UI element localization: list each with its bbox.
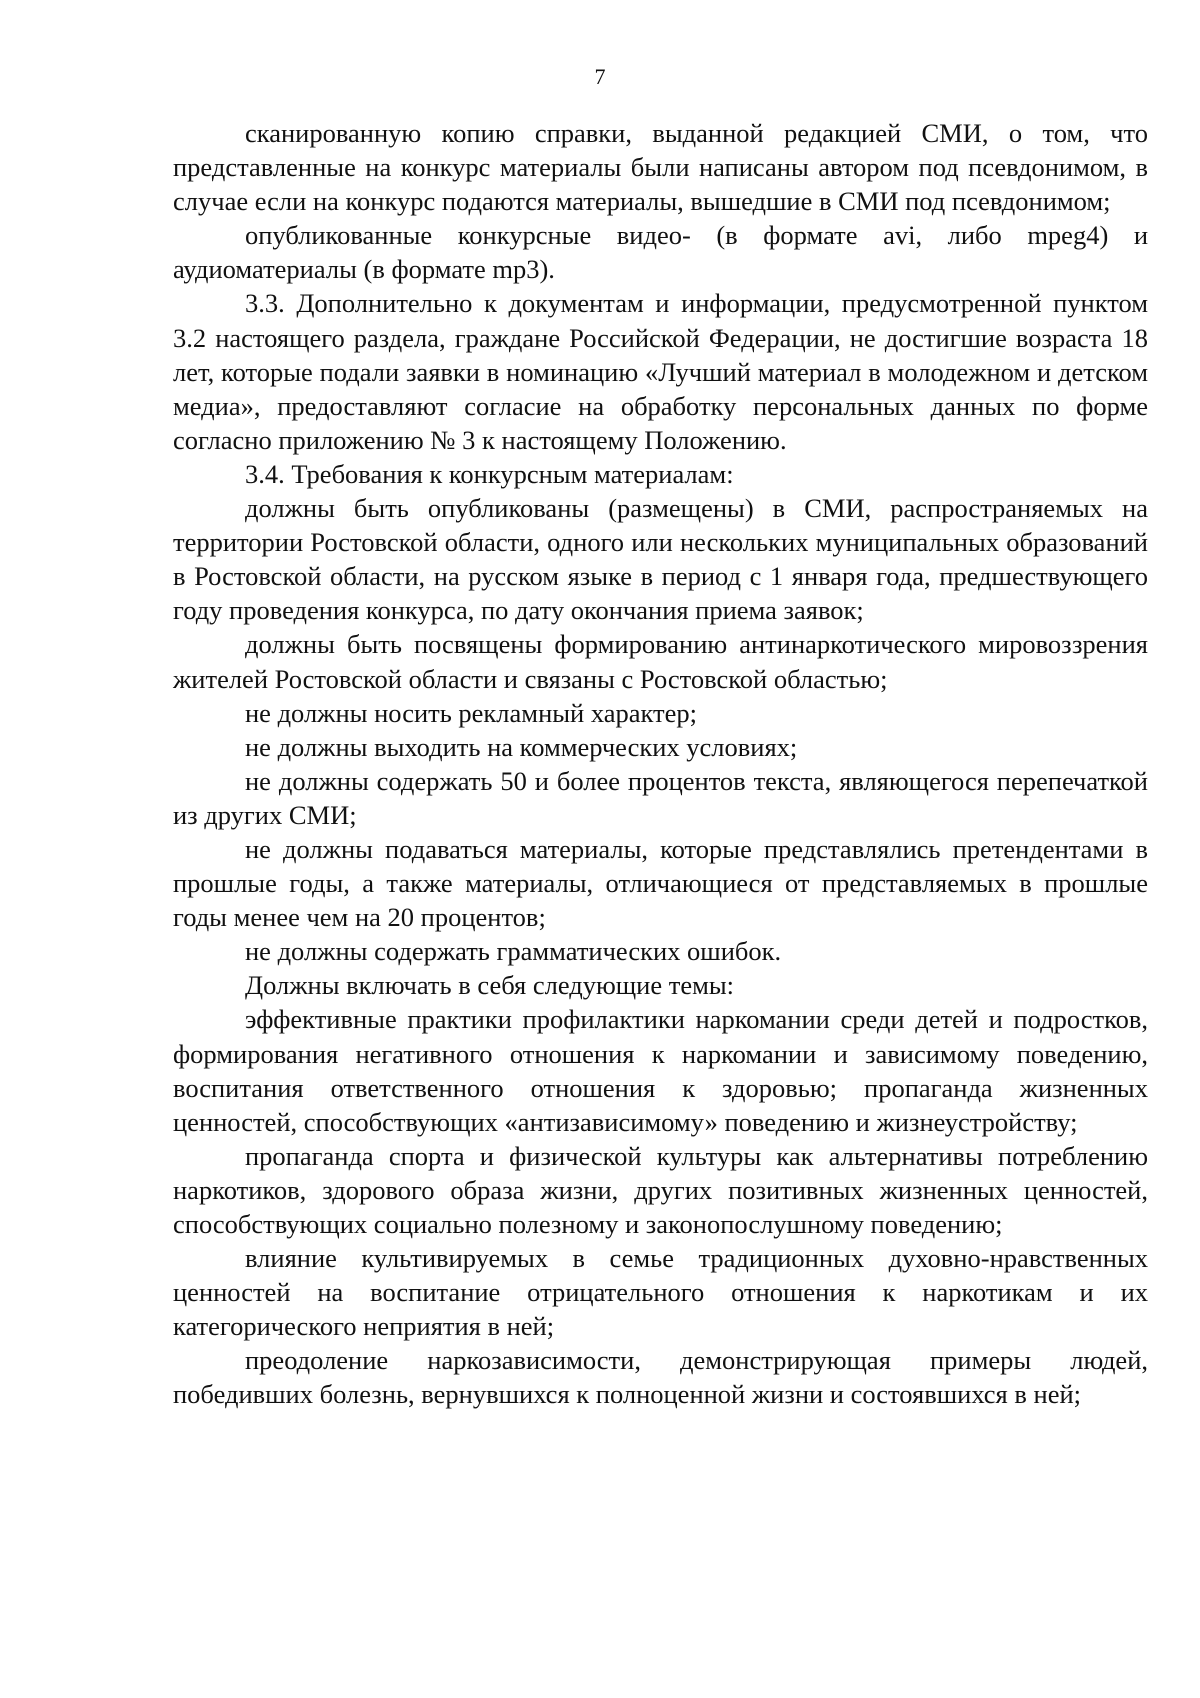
paragraph-no-commercial: не должны выходить на коммерческих условиях;: [245, 731, 798, 762]
paragraph-3-3: 3.3. Дополнительно к документам и информации, предусмотренной пунктом 3.2 настоящего раздела, граждане Российской Федерации, не достигшие возраста 18 лет, которые подали заявки в номинацию «Лучший материал в молодежном и детском медиа», предоставляют согласие на обработку персональных данных по форме согласно приложению № 3 к настоящему Положению.: [173, 288, 1148, 455]
paragraph-no-reprint: не должны содержать 50 и более процентов текста, являющегося перепечаткой из других СМИ;: [173, 765, 1148, 830]
paragraph-3-4-heading: 3.4. Требования к конкурсным материалам:: [245, 458, 734, 489]
paragraph-topic-practices: эффективные практики профилактики наркомании среди детей и подростков, формирования негативного отношения к наркомании и зависимому поведению, воспитания ответственного отношения к здоровью; пропаганда жизненных ценностей, способствующих «антизависимому» поведению и жизнеустройству;: [173, 1004, 1148, 1137]
paragraph-published-media: опубликованные конкурсные видео- (в формате avi, либо mpeg4) и аудиоматериалы (в формате mp3).: [173, 220, 1148, 285]
paragraph-no-errors: не должны содержать грамматических ошибок.: [245, 936, 782, 967]
paragraph-must-be-published: должны быть опубликованы (размещены) в СМИ, распространяемых на территории Ростовской области, одного или нескольких муниципальных образований в Ростовской области, на русском языке в период с 1 января года, предшествующего году проведения конкурса, по дату окончания приема заявок;: [173, 493, 1148, 626]
paragraph-topic-overcoming: преодоление наркозависимости, демонстрирующая примеры людей, победивших болезнь, вернувшихся к полноценной жизни и состоявшихся в ней;: [173, 1345, 1148, 1410]
paragraph-no-previous: не должны подаваться материалы, которые представлялись претендентами в прошлые годы, а также материалы, отличающиеся от представляемых в прошлые годы менее чем на 20 процентов;: [173, 833, 1148, 933]
paragraph-scan-copy: сканированную копию справки, выданной редакцией СМИ, о том, что представленные на конкурс материалы были написаны автором под псевдонимом, в случае если на конкурс подаются материалы, вышедшие в СМИ под псевдонимом;: [173, 118, 1148, 217]
paragraph-topics-heading: Должны включать в себя следующие темы:: [245, 970, 735, 1001]
paragraph-must-be-dedicated: должны быть посвящены формированию антинаркотического мировоззрения жителей Ростовской области и связаны с Ростовской областью;: [173, 629, 1148, 694]
document-body: [173, 116, 1148, 1412]
paragraph-topic-sport: пропаганда спорта и физической культуры как альтернативы потреблению наркотиков, здорового образа жизни, других позитивных жизненных ценностей, способствующих социально полезному и законопослушному поведению;: [173, 1140, 1148, 1239]
page-number: 7: [594, 64, 606, 89]
paragraph-topic-family-values: влияние культивируемых в семье традиционных духовно-нравственных ценностей на воспитание отрицательного отношения к наркотикам и их категорического неприятия в ней;: [173, 1243, 1148, 1342]
paragraph-no-advertising: не должны носить рекламный характер;: [245, 697, 698, 728]
